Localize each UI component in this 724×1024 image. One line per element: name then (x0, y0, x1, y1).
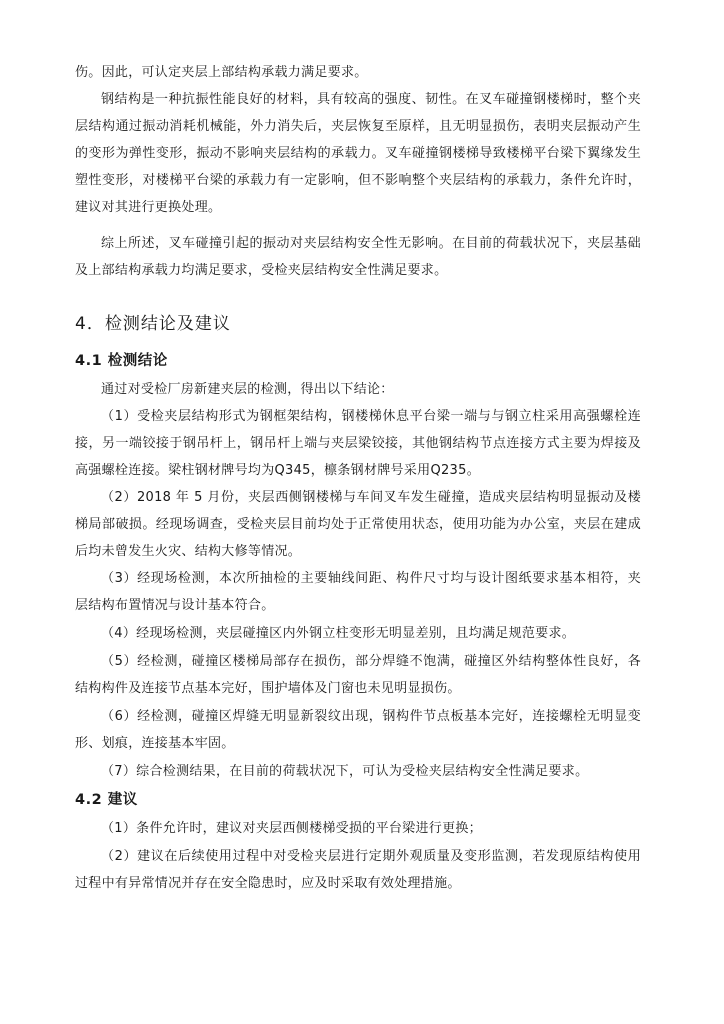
conclusion-item-6: （6）经检测，碰撞区焊缝无明显新裂纹出现，钢构件节点板基本完好，连接螺栓无明显变形、划痕，连接基本牢固。 (75, 709, 641, 751)
section-4-heading: 4．检测结论及建议 (75, 314, 231, 334)
conclusion-item-1: （1）受检夹层结构形式为钢框架结构，钢楼梯休息平台梁一端与与钢立柱采用高强螺栓连接，另一端铰接于钢吊杆上，钢吊杆上端与夹层梁铰接，其他钢结构节点连接方式主要为焊接及高强螺栓连接。梁柱钢材牌号均为Q345，檩条钢材牌号采用Q235。 (75, 409, 641, 478)
recommendation-item-2: （2）建议在后续使用过程中对受检夹层进行定期外观质量及变形监测，若发现原结构使用过程中有异常情况并存在安全隐患时，应及时采取有效处理措施。 (75, 849, 641, 891)
conclusion-lead: 通过对受检厂房新建夹层的检测，得出以下结论： (101, 382, 394, 397)
recommendation-item-1: （1）条件允许时，建议对夹层西侧楼梯受损的平台梁进行更换； (101, 821, 482, 836)
section-4-2-heading: 4.2 建议 (75, 792, 138, 808)
conclusion-item-2: （2）2018 年 5 月份，夹层西侧钢楼梯与车间叉车发生碰撞，造成夹层结构明显振动及楼梯局部破损。经现场调查，受检夹层目前均处于正常使用状态，使用功能为办公室，夹层在建成后均未曾发生火灾、结构大修等情况。 (75, 490, 641, 559)
intro-paragraph-0: 伤。因此，可认定夹层上部结构承载力满足要求。 (75, 65, 368, 80)
intro-paragraph-2: 综上所述，叉车碰撞引起的振动对夹层结构安全性无影响。在目前的荷载状况下，夹层基础及上部结构承载力均满足要求，受检夹层结构安全性满足要求。 (75, 236, 641, 278)
section-4-1-heading: 4.1 检测结论 (75, 353, 168, 369)
conclusion-item-3: （3）经现场检测，本次所抽检的主要轴线间距、构件尺寸均与设计图纸要求基本相符，夹层结构布置情况与设计基本符合。 (75, 571, 641, 613)
conclusion-item-5: （5）经检测，碰撞区楼梯局部存在损伤，部分焊缝不饱满，碰撞区外结构整体性良好，各结构构件及连接节点基本完好，围护墙体及门窗也未见明显损伤。 (75, 654, 641, 696)
intro-paragraph-1: 钢结构是一种抗振性能良好的材料，具有较高的强度、韧性。在叉车碰撞钢楼梯时，整个夹层结构通过振动消耗机械能，外力消失后，夹层恢复至原样，且无明显损伤，表明夹层振动产生的变形为弹性变形，振动不影响夹层结构的承载力。叉车碰撞钢楼梯导致楼梯平台梁下翼缘发生塑性变形，对楼梯平台梁的承载力有一定影响，但不影响整个夹层结构的承载力，条件允许时，建议对其进行更换处理。 (75, 92, 641, 215)
conclusion-item-7: （7）综合检测结果，在目前的荷载状况下，可认为受检夹层结构安全性满足要求。 (101, 764, 589, 779)
conclusion-item-4: （4）经现场检测，夹层碰撞区内外钢立柱变形无明显差别，且均满足规范要求。 (101, 626, 576, 641)
